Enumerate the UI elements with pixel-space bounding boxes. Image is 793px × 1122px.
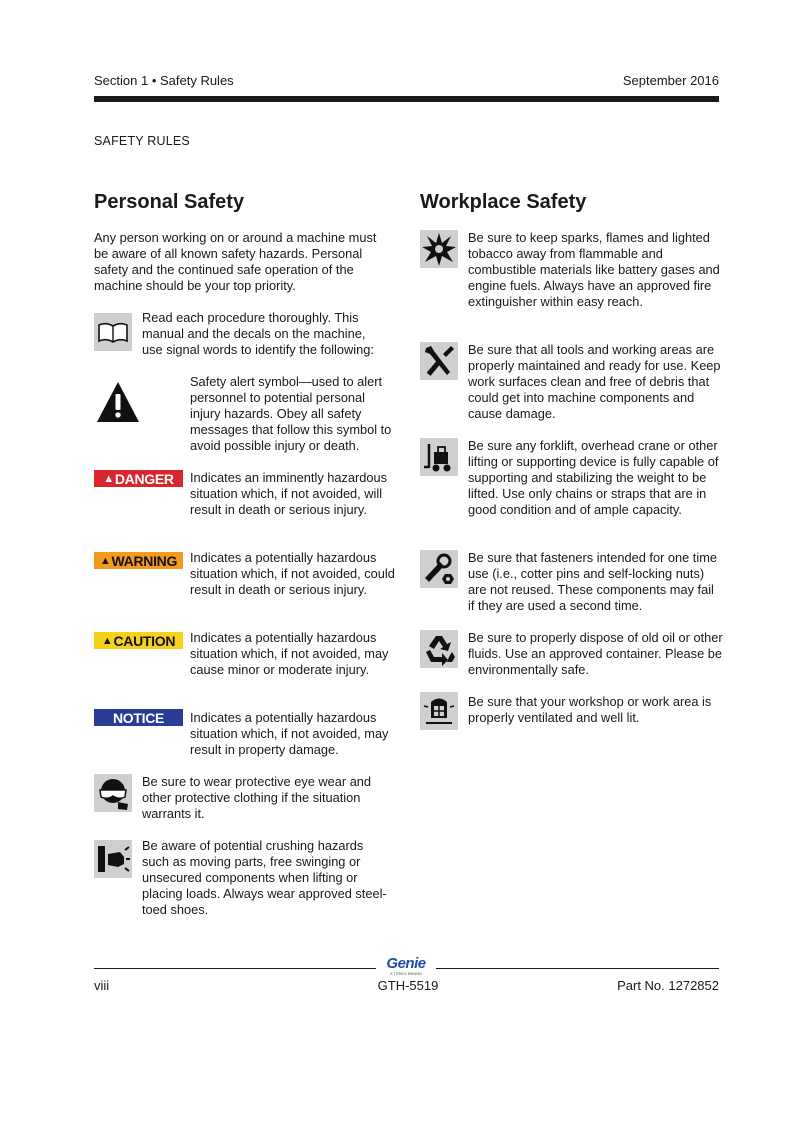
footer-page-number: viii (94, 978, 110, 993)
workplace-item-2: Be sure that all tools and working areas are properly maintained and ready for use. Keep work surfaces clean and free of debris that could get into machine components and cause damage. (468, 342, 721, 421)
workplace-item-6: Be sure that your workshop or work area is properly ventilated and well lit. (468, 694, 712, 725)
logo-subtitle: A TEREX BRAND (390, 971, 422, 976)
safety-alert-triangle-icon (96, 380, 140, 424)
header-rule (94, 96, 719, 102)
personal-intro: Any person working on or around a machine must be aware of all known safety hazards. Personal safety and the continued safe operation of the machine should be your top priority. (94, 230, 377, 293)
fastener-icon (420, 550, 458, 588)
read-manual-text: Read each procedure thoroughly. This manual and the decals on the machine, use signal words to identify the following: (142, 310, 374, 357)
footer-rule-right (436, 968, 719, 969)
notice-signal-label (94, 709, 183, 726)
eye-protection-icon (94, 774, 132, 812)
caution-label-text: CAUTION (113, 632, 176, 649)
warning-text: Indicates a potentially hazardous situation which, if not avoided, could result in death or serious injury. (190, 550, 395, 597)
workplace-safety-heading: Workplace Safety (420, 191, 587, 213)
caution-signal-label: ▲ CAUTION (94, 632, 183, 649)
recycle-icon (420, 630, 458, 668)
manual-book-icon (94, 313, 132, 351)
header-section: Section 1 • Safety Rules (94, 73, 234, 88)
warning-signal-label: ▲ WARNING (94, 552, 183, 569)
crushing-text: Be aware of potential crushing hazards such as moving parts, free swinging or unsecured components when lifting or placing loads. Always wear approved steel-toed shoes. (142, 838, 387, 917)
notice-label-text: NOTICE (112, 709, 165, 726)
personal-safety-heading: Personal Safety (94, 191, 245, 213)
forklift-icon (420, 438, 458, 476)
danger-text: Indicates an imminently hazardous situation which, if not avoided, will result in death or serious injury. (190, 470, 388, 517)
notice-text: Indicates a potentially hazardous situation which, if not avoided, may result in property damage. (190, 710, 389, 757)
header-date: September 2016 (622, 73, 719, 88)
footer-rule-left (94, 968, 376, 969)
genie-logo (380, 956, 432, 976)
danger-signal-label: ▲ DANGER (94, 470, 183, 487)
crushing-hazard-icon (94, 840, 132, 878)
danger-label-text: DANGER (114, 470, 174, 487)
workplace-item-5: Be sure to properly dispose of old oil or other fluids. Use an approved container. Please be environmentally safe. (468, 630, 723, 677)
alert-symbol-text: Safety alert symbol—used to alert personnel to potential personal injury hazards. Obey all safety messages that follow this symbol to avoid possible injury or death. (190, 374, 392, 453)
workplace-item-3: Be sure any forklift, overhead crane or other lifting or supporting device is fully capable of supporting and stabilizing the weight to be lifted. Use only chains or straps that are in good condition and of ample capacity. (468, 438, 719, 517)
explosion-icon (420, 230, 458, 268)
tools-icon (420, 342, 458, 380)
ventilation-light-icon (420, 692, 458, 730)
section-label: SAFETY RULES (94, 134, 190, 148)
eyewear-text: Be sure to wear protective eye wear and other protective clothing if the situation warrants it. (142, 774, 372, 821)
warning-label-text: WARNING (111, 552, 178, 569)
workplace-item-1: Be sure to keep sparks, flames and lighted tobacco away from flammable and combustible materials like battery gases and engine fuels. Always have an approved fire extinguisher within easy reach. (468, 230, 720, 309)
caution-text: Indicates a potentially hazardous situation which, if not avoided, may cause minor or moderate injury. (190, 630, 389, 677)
workplace-item-4: Be sure that fasteners intended for one time use (i.e., cotter pins and self-locking nuts) are not reused. These components may fail if they are used a second time. (468, 550, 717, 613)
footer-part-number: Part No. 1272852 (617, 978, 719, 993)
logo-wordmark: Genie (386, 955, 426, 972)
footer-model: GTH-5519 (377, 978, 439, 993)
